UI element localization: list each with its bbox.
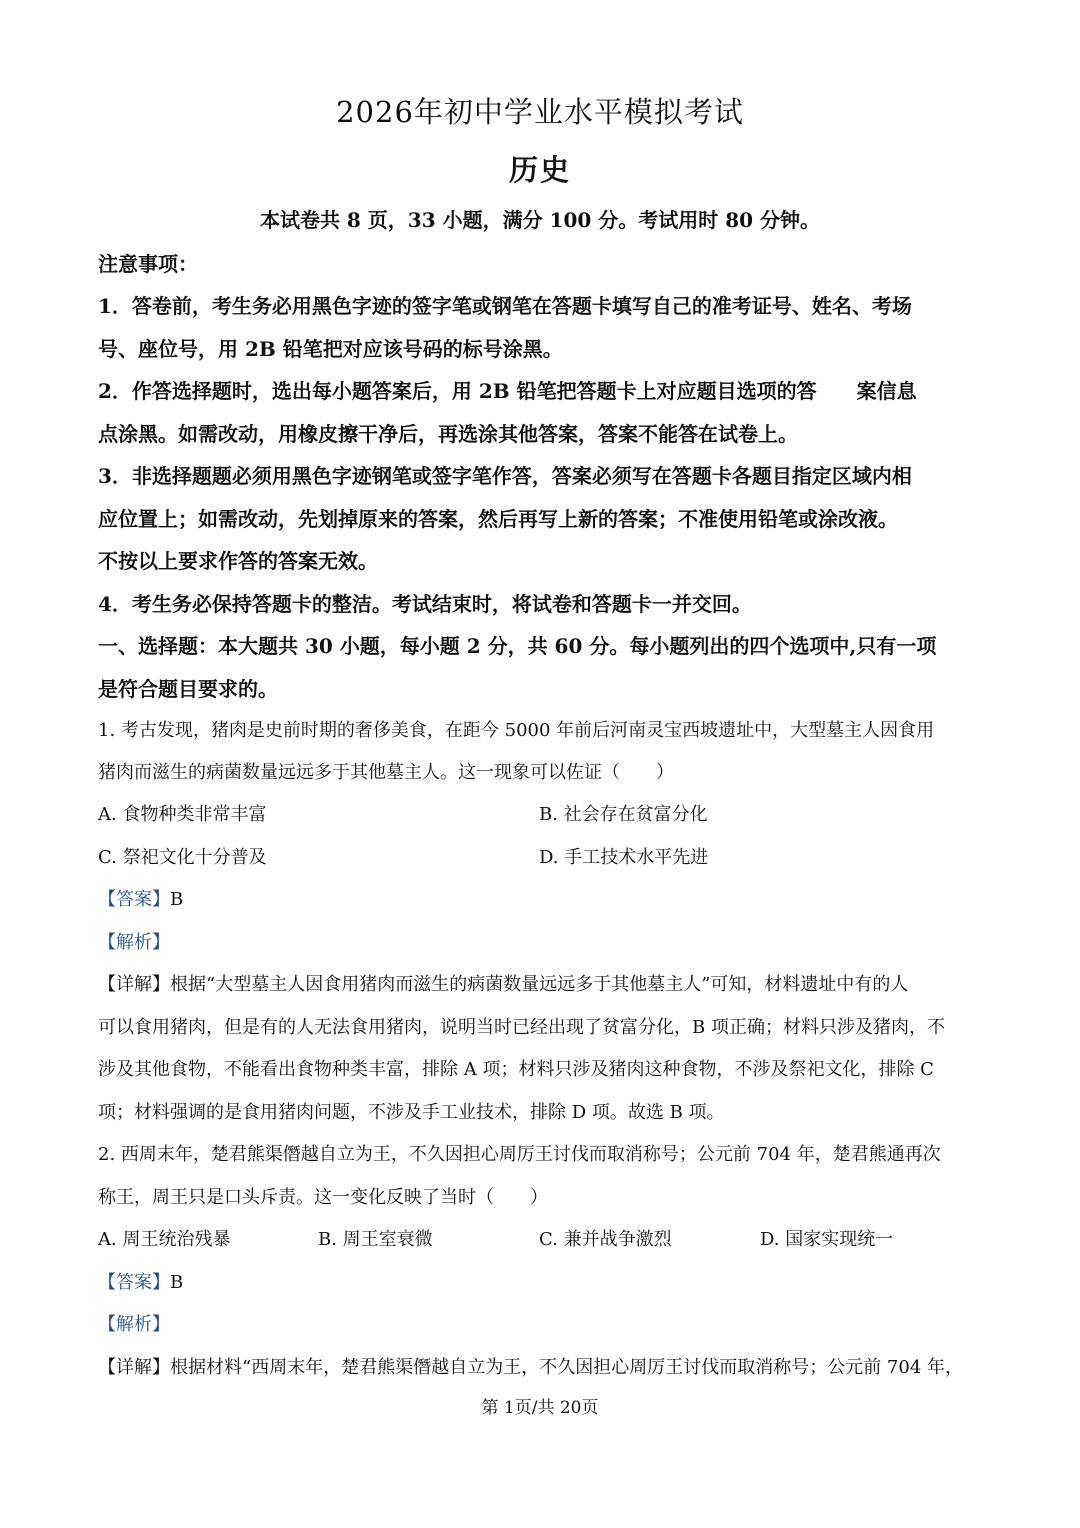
answer-tag: 【答案】	[98, 1272, 170, 1293]
q1-option-a: A. 食物种类非常丰富	[98, 804, 267, 825]
q1-stem: 1. 考古发现，猪肉是史前时期的奢侈美食，在距今 5000 年前后河南灵宝西坡遗址中，大型墓主人因食用	[98, 720, 935, 741]
notice-line: 3．非选择题题必须用黑色字迹钢笔或签字笔作答，答案必须写在答题卡各题目指定区域内相	[98, 464, 912, 488]
notice-line: 应位置上；如需改动，先划掉原来的答案，然后再写上新的答案；不准使用铅笔或涂改液。	[98, 507, 898, 531]
q2-detail	[98, 1353, 963, 1379]
section-heading: 一、选择题：本大题共 30 小题，每小题 2 分，共 60 分。每小题列出的四个选项中,只有一项	[98, 634, 937, 658]
notice-line: 4．考生务必保持答题卡的整洁。考试结束时，将试卷和答题卡一并交回。	[98, 592, 752, 616]
detail-tag: 【详解】	[98, 974, 170, 995]
q2-stem: 称王，周王只是口头斥责。这一变化反映了当时（ ）	[98, 1187, 548, 1208]
notice-line: 号、座位号，用 2B 铅笔把对应该号码的标号涂黑。	[98, 337, 563, 361]
q1-detail	[98, 970, 908, 996]
q1-detail-line: 可以食用猪肉，但是有的人无法食用猪肉，说明当时已经出现了贫富分化，B 项正确；材料只涉及猪肉，不	[98, 1017, 945, 1038]
exam-title: 2026年初中学业水平模拟考试	[336, 95, 744, 129]
notice-line: 1．答卷前，考生务必用黑色字迹的签字笔或钢笔在答题卡填写自己的准考证号、姓名、考场	[98, 294, 912, 318]
q1-detail-line: 项；材料强调的是食用猪肉问题，不涉及手工业技术，排除 D 项。故选 B 项。	[98, 1102, 725, 1123]
detail-text: 根据材料“西周末年，楚君熊渠僭越自立为王，不久因担心周厉王讨伐而取消称号；公元前 704 年，	[170, 1357, 963, 1378]
notice-heading: 注意事项：	[98, 252, 198, 276]
exam-info: 本试卷共 8 页，33 小题，满分 100 分。考试用时 80 分钟。	[259, 208, 821, 232]
q2-option-d: D. 国家实现统一	[760, 1229, 894, 1250]
q1-option-c: C. 祭祀文化十分普及	[98, 847, 267, 868]
q2-option-c: C. 兼并战争激烈	[539, 1229, 672, 1250]
answer-value: B	[170, 1272, 184, 1293]
answer-tag: 【答案】	[98, 889, 170, 910]
answer-value: B	[170, 889, 184, 910]
notice-line: 2．作答选择题时，选出每小题答案后，用 2B 铅笔把答题卡上对应题目选项的答 案信息	[98, 379, 917, 403]
notice-line: 不按以上要求作答的答案无效。	[98, 549, 378, 573]
q1-detail-line: 涉及其他食物，不能看出食物种类丰富，排除 A 项；材料只涉及猪肉这种食物，不涉及祭祀文化，排除 C	[98, 1059, 934, 1080]
q1-answer	[98, 885, 183, 911]
page-number: 第 1页/共 20页	[481, 1398, 599, 1418]
q2-option-b: B. 周王室衰微	[318, 1229, 433, 1250]
q2-option-a: A. 周王统治残暴	[98, 1229, 231, 1250]
detail-tag: 【详解】	[98, 1357, 170, 1378]
q1-option-b: B. 社会存在贫富分化	[539, 804, 708, 825]
q2-answer	[98, 1268, 183, 1294]
q2-stem: 2. 西周末年，楚君熊渠僭越自立为王，不久因担心周厉王讨伐而取消称号；公元前 704 年，楚君熊通再次	[98, 1144, 941, 1165]
q1-option-d: D. 手工技术水平先进	[539, 847, 709, 868]
notice-line: 点涂黑。如需改动，用橡皮擦干净后，再选涂其他答案，答案不能答在试卷上。	[98, 422, 798, 446]
subject-title: 历史	[508, 153, 571, 187]
detail-text: 根据“大型墓主人因食用猪肉而滋生的病菌数量远远多于其他墓主人”可知，材料遗址中有的人	[170, 974, 909, 995]
q1-analysis-tag: 【解析】	[98, 932, 170, 953]
q2-analysis-tag: 【解析】	[98, 1314, 170, 1335]
q1-stem: 猪肉而滋生的病菌数量远远多于其他墓主人。这一现象可以佐证（ ）	[98, 762, 674, 783]
section-heading: 是符合题目要求的。	[98, 677, 278, 701]
